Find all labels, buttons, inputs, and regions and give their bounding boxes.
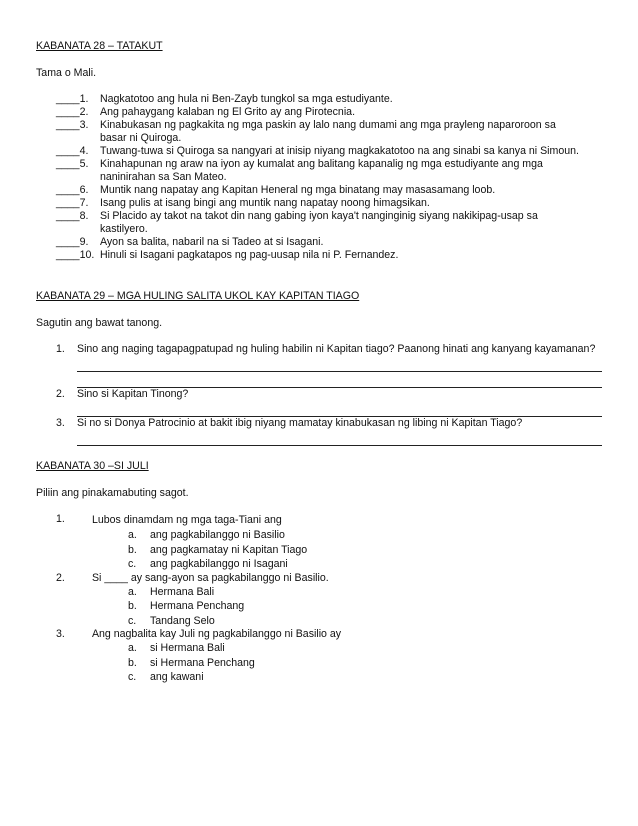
option-letter: b.	[127, 543, 137, 556]
option-text: Hermana Bali	[149, 585, 215, 598]
statement-text: Kinabukasan ng pagkakita ng mga paskin ay lalo nang dumami ang mga prayleng naparoroon sa basar ni Quiroga.	[100, 119, 556, 144]
true-false-item	[36, 145, 602, 158]
true-false-item	[36, 184, 602, 197]
section-30-heading: KABANATA 30 –SI JULI	[36, 460, 149, 472]
option-list	[92, 585, 602, 629]
option-text: Hermana Penchang	[149, 600, 245, 612]
option-item[interactable]	[92, 557, 602, 572]
answer-line[interactable]	[77, 430, 602, 446]
option-text: ang pagkabilanggo ni Isagani	[149, 558, 288, 570]
option-letter: a.	[127, 585, 137, 598]
option-letter: b.	[127, 656, 137, 669]
statement-text: Nagkatotoo ang hula ni Ben-Zayb tungkol sa mga estudiyante.	[100, 93, 393, 105]
statement-text: Ayon sa balita, nabaril na si Tadeo at si Isagani.	[100, 236, 324, 248]
option-text: ang kawani	[149, 671, 204, 683]
option-item[interactable]	[92, 599, 602, 614]
section-30-instruction: Piliin ang pinakamabuting sagot.	[36, 487, 189, 499]
option-item[interactable]	[92, 528, 602, 543]
question-text: Si ____ ay sang-ayon sa pagkabilanggo ni Basilio.	[91, 571, 329, 584]
option-letter: c.	[127, 671, 137, 683]
option-item[interactable]	[92, 543, 602, 558]
true-false-item	[36, 249, 602, 262]
statement-text: Ang pahaygang kalaban ng El Grito ay ang Pirotecnia.	[100, 106, 356, 118]
answer-blank[interactable]: ____8.	[56, 210, 89, 222]
section-29-instruction: Sagutin ang bawat tanong.	[36, 317, 163, 329]
answer-blank[interactable]: ____10.	[56, 249, 95, 261]
true-false-item	[36, 93, 602, 106]
answer-blank[interactable]: ____3.	[56, 119, 89, 131]
essay-question-list	[36, 343, 602, 446]
multiple-choice-question	[36, 513, 602, 572]
true-false-item	[36, 158, 602, 184]
option-letter: c.	[127, 558, 137, 570]
option-item[interactable]	[92, 614, 602, 629]
true-false-item	[36, 119, 602, 145]
statement-text: Tuwang-tuwa si Quiroga sa nangyari at inisip niyang magkakatotoo na ang sinabi sa kanya ni Simoun.	[100, 145, 579, 157]
option-item[interactable]	[92, 585, 602, 600]
answer-blank[interactable]: ____6.	[56, 184, 89, 196]
answer-line[interactable]	[77, 401, 602, 417]
section-28-instruction: Tama o Mali.	[36, 67, 97, 79]
statement-text: Kinahapunan ng araw na iyon ay kumalat ang balitang kapanalig ng mga estudiyante ang mga naninirahan sa San Mateo.	[100, 158, 543, 183]
question-number: 3.	[56, 628, 65, 640]
question-number: 3.	[56, 417, 65, 429]
true-false-item	[36, 210, 602, 236]
answer-blank[interactable]: ____1.	[56, 93, 89, 105]
option-list	[92, 641, 602, 685]
question-number: 2.	[56, 571, 65, 584]
answer-blank[interactable]: ____9.	[56, 236, 89, 248]
option-text: ang pagkabilanggo ni Basilio	[149, 529, 285, 541]
option-text: Tandang Selo	[149, 614, 215, 627]
option-item[interactable]	[92, 670, 602, 685]
true-false-item	[36, 236, 602, 249]
option-item[interactable]	[92, 656, 602, 671]
question-number: 1.	[56, 343, 65, 355]
option-text: ang pagkamatay ni Kapitan Tiago	[149, 543, 308, 556]
true-false-item	[36, 197, 602, 210]
true-false-list	[36, 93, 602, 262]
multiple-choice-list	[36, 513, 602, 685]
statement-text: Isang pulis at isang bingi ang muntik nang napatay noong himagsikan.	[100, 197, 430, 209]
answer-blank[interactable]: ____2.	[56, 106, 89, 118]
question-text: Ang nagbalita kay Juli ng pagkabilanggo ni Basilio ay	[91, 628, 342, 640]
question-text: Si no si Donya Patrocinio at bakit ibig niyang mamatay kinabukasan ng libing ni Kapitan Tiago?	[77, 417, 523, 429]
question-text: Sino si Kapitan Tinong?	[77, 388, 189, 400]
answer-blank[interactable]: ____7.	[56, 197, 89, 209]
true-false-item	[36, 106, 602, 119]
section-29-heading: KABANATA 29 – MGA HULING SALITA UKOL KAY KAPITAN TIAGO	[36, 290, 360, 302]
answer-line[interactable]	[77, 372, 602, 388]
option-text: si Hermana Penchang	[149, 656, 255, 669]
multiple-choice-question	[36, 628, 602, 685]
option-list	[92, 528, 602, 572]
question-text: Sino ang naging tagapagpatupad ng huling habilin ni Kapitan tiago? Paanong hinati ang kanyang kayamanan?	[77, 343, 596, 355]
question-number: 1.	[56, 513, 65, 525]
question-number: 2.	[56, 388, 65, 400]
section-28-heading: KABANATA 28 – TATAKUT	[36, 40, 163, 52]
statement-text: Si Placido ay takot na takot din nang gabing iyon kaya't nanginginig siyang nakikipag-usap sa kastilyero.	[100, 210, 538, 235]
statement-text: Hinuli si Isagani pagkatapos ng pag-uusap nila ni P. Fernandez.	[100, 249, 399, 261]
essay-question	[36, 417, 602, 446]
option-item[interactable]	[92, 641, 602, 656]
essay-question	[36, 388, 602, 417]
statement-text: Muntik nang napatay ang Kapitan Heneral ng mga binatang may masasamang loob.	[100, 184, 496, 196]
answer-blank[interactable]: ____4.	[56, 145, 89, 157]
option-letter: a.	[127, 529, 137, 541]
multiple-choice-question	[36, 572, 602, 629]
option-letter: a.	[127, 642, 137, 654]
option-letter: c.	[127, 614, 137, 627]
question-text: Lubos dinamdam ng mga taga-Tiani ang	[91, 514, 282, 526]
answer-line[interactable]	[77, 356, 602, 372]
option-text: si Hermana Bali	[149, 642, 225, 654]
option-letter: b.	[127, 600, 137, 612]
essay-question	[36, 343, 602, 388]
answer-blank[interactable]: ____5.	[56, 158, 89, 170]
